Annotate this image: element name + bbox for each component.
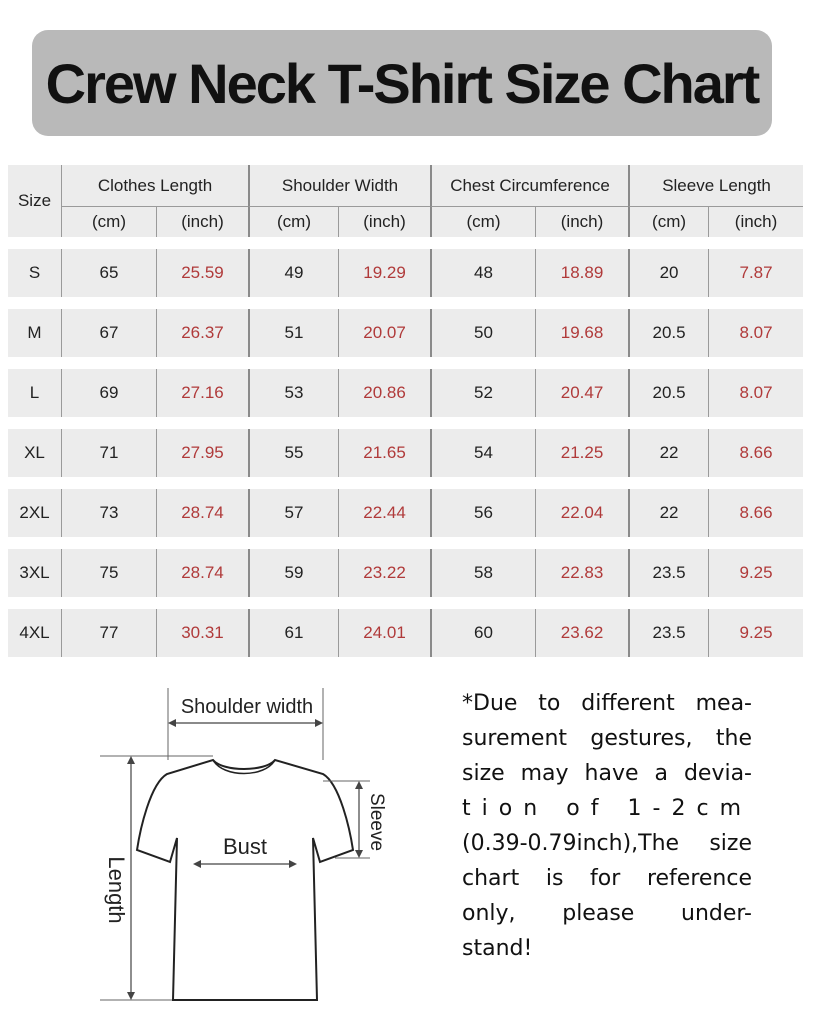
inch-value-cell: 8.07 (708, 309, 803, 357)
inch-value-cell: 19.29 (338, 249, 430, 297)
row-spacer (8, 477, 803, 489)
title-banner (32, 30, 772, 136)
inch-value-cell: 30.31 (156, 609, 248, 657)
tshirt-measurement-diagram (95, 680, 415, 1010)
size-cell: M (8, 309, 61, 357)
inch-value-cell: 19.68 (535, 309, 628, 357)
row-spacer (8, 357, 803, 369)
cm-value-cell: 22 (628, 489, 708, 537)
cm-value-cell: 53 (248, 369, 338, 417)
cm-value-cell: 23.5 (628, 609, 708, 657)
size-cell: 2XL (8, 489, 61, 537)
note-line: stand! (462, 936, 533, 961)
length-label: Length (104, 856, 129, 924)
note-line: surement gestures, the (462, 726, 752, 751)
unit-header-row (8, 207, 803, 237)
arrow-head-icon (355, 781, 363, 789)
cm-value-cell: 56 (430, 489, 535, 537)
cm-value-cell: 67 (61, 309, 156, 357)
cm-value-cell: 23.5 (628, 549, 708, 597)
table-row (8, 609, 803, 657)
note-line: tion of 1-2cm (462, 796, 752, 821)
inch-value-cell: 8.66 (708, 489, 803, 537)
row-spacer (8, 417, 803, 429)
inch-value-cell: 8.66 (708, 429, 803, 477)
size-chart-table (8, 165, 803, 657)
table-row (8, 249, 803, 297)
table-row (8, 309, 803, 357)
page-title: Crew Neck T-Shirt Size Chart (45, 51, 759, 115)
size-cell: XL (8, 429, 61, 477)
header-gap (8, 237, 803, 249)
unit-cm: (cm) (430, 207, 535, 237)
cm-value-cell: 20 (628, 249, 708, 297)
sleeve-label: Sleeve (366, 792, 387, 852)
group-header-row (8, 165, 803, 207)
inch-value-cell: 28.74 (156, 549, 248, 597)
table-body (8, 237, 803, 657)
cm-value-cell: 57 (248, 489, 338, 537)
tshirt-outline-icon (137, 760, 353, 1000)
row-spacer (8, 597, 803, 609)
size-column-header: Size (8, 165, 61, 237)
table-row (8, 369, 803, 417)
table-row (8, 429, 803, 477)
cm-value-cell: 59 (248, 549, 338, 597)
bust-label: Bust (222, 834, 268, 859)
arrow-head-icon (127, 756, 135, 764)
inch-value-cell: 7.87 (708, 249, 803, 297)
inch-value-cell: 18.89 (535, 249, 628, 297)
size-cell: S (8, 249, 61, 297)
inch-value-cell: 20.86 (338, 369, 430, 417)
deviation-note (462, 686, 752, 966)
cm-value-cell: 77 (61, 609, 156, 657)
inch-value-cell: 23.22 (338, 549, 430, 597)
cm-value-cell: 52 (430, 369, 535, 417)
unit-inch: (inch) (708, 207, 803, 237)
cm-value-cell: 22 (628, 429, 708, 477)
table-row (8, 549, 803, 597)
inch-value-cell: 24.01 (338, 609, 430, 657)
cm-value-cell: 48 (430, 249, 535, 297)
cm-value-cell: 61 (248, 609, 338, 657)
row-spacer (8, 297, 803, 309)
note-line: chart is for reference (462, 866, 752, 891)
inch-value-cell: 27.16 (156, 369, 248, 417)
note-line: size may have a devia- (462, 761, 752, 786)
inch-value-cell: 9.25 (708, 549, 803, 597)
shoulder-width-label: Shoulder width (180, 696, 314, 718)
cm-value-cell: 50 (430, 309, 535, 357)
inch-value-cell: 20.47 (535, 369, 628, 417)
cm-value-cell: 58 (430, 549, 535, 597)
cm-value-cell: 65 (61, 249, 156, 297)
inch-value-cell: 25.59 (156, 249, 248, 297)
group-header-sleeve-length: Sleeve Length (628, 165, 803, 207)
arrow-head-icon (168, 719, 176, 727)
size-cell: 4XL (8, 609, 61, 657)
inch-value-cell: 23.62 (535, 609, 628, 657)
cm-value-cell: 75 (61, 549, 156, 597)
size-cell: 3XL (8, 549, 61, 597)
size-cell: L (8, 369, 61, 417)
table-row (8, 489, 803, 537)
cm-value-cell: 60 (430, 609, 535, 657)
cm-value-cell: 20.5 (628, 309, 708, 357)
unit-inch: (inch) (535, 207, 628, 237)
inch-value-cell: 20.07 (338, 309, 430, 357)
inch-value-cell: 22.83 (535, 549, 628, 597)
inch-value-cell: 26.37 (156, 309, 248, 357)
inch-value-cell: 22.44 (338, 489, 430, 537)
cm-value-cell: 55 (248, 429, 338, 477)
unit-inch: (inch) (338, 207, 430, 237)
note-line: (0.39-0.79inch),The size (462, 831, 752, 856)
inch-value-cell: 21.65 (338, 429, 430, 477)
cm-value-cell: 54 (430, 429, 535, 477)
unit-cm: (cm) (61, 207, 156, 237)
group-header-chest-circumference: Chest Circumference (430, 165, 628, 207)
cm-value-cell: 49 (248, 249, 338, 297)
cm-value-cell: 51 (248, 309, 338, 357)
inch-value-cell: 27.95 (156, 429, 248, 477)
inch-value-cell: 28.74 (156, 489, 248, 537)
arrow-head-icon (355, 850, 363, 858)
unit-inch: (inch) (156, 207, 248, 237)
cm-value-cell: 71 (61, 429, 156, 477)
arrow-head-icon (127, 992, 135, 1000)
row-spacer (8, 537, 803, 549)
inch-value-cell: 8.07 (708, 369, 803, 417)
group-header-shoulder-width: Shoulder Width (248, 165, 430, 207)
unit-cm: (cm) (628, 207, 708, 237)
inch-value-cell: 9.25 (708, 609, 803, 657)
cm-value-cell: 73 (61, 489, 156, 537)
inch-value-cell: 21.25 (535, 429, 628, 477)
cm-value-cell: 20.5 (628, 369, 708, 417)
group-header-clothes-length: Clothes Length (61, 165, 248, 207)
cm-value-cell: 69 (61, 369, 156, 417)
arrow-head-icon (315, 719, 323, 727)
unit-cm: (cm) (248, 207, 338, 237)
note-line: *Due to different mea- (462, 691, 752, 716)
inch-value-cell: 22.04 (535, 489, 628, 537)
note-line: only, please under- (462, 901, 752, 926)
